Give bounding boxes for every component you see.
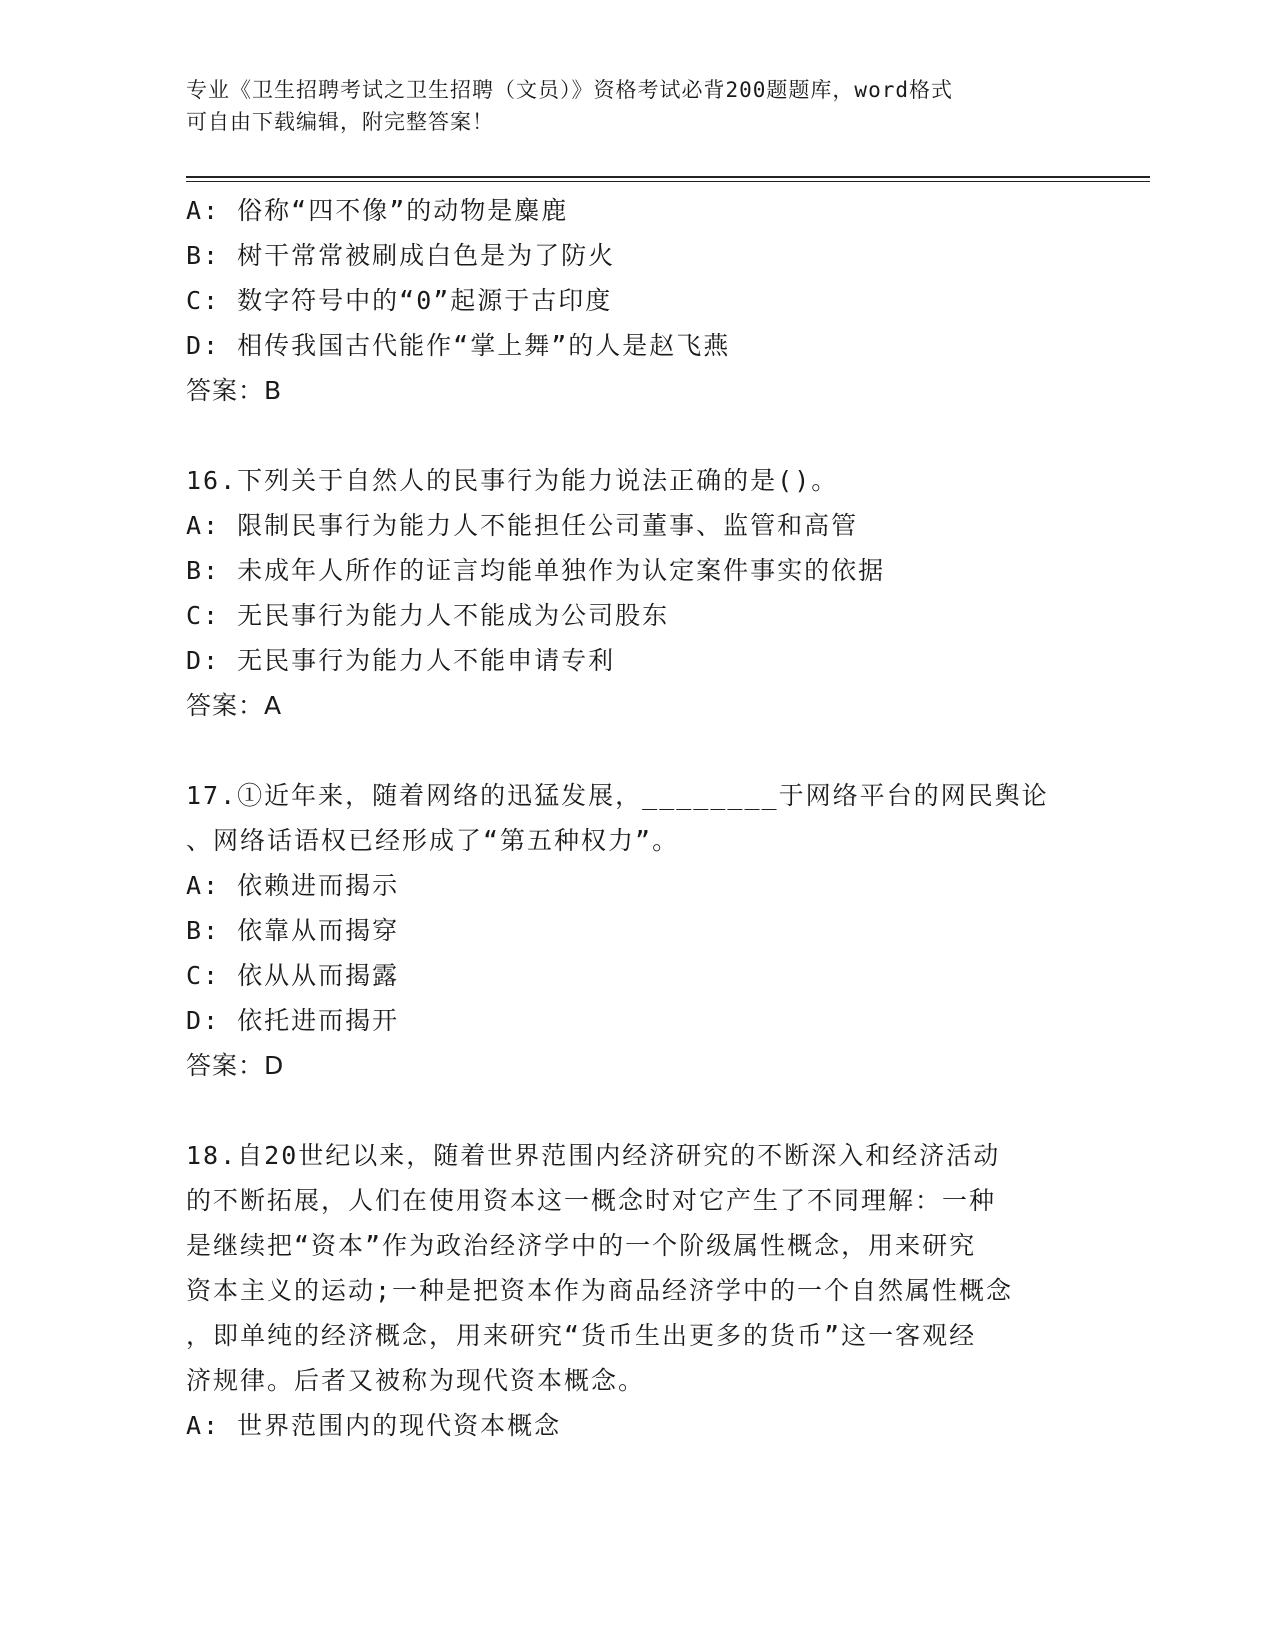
header-rule-thin [186, 181, 1150, 182]
option-d: D: 依托进而揭开 [186, 1006, 400, 1035]
question-text-line-5: ，即单纯的经济概念，用来研究“货币生出更多的货币”这一客观经 [186, 1321, 977, 1350]
option-a: A: 世界范围内的现代资本概念 [186, 1411, 562, 1440]
question-text: 16.下列关于自然人的民事行为能力说法正确的是()。 [186, 466, 839, 495]
option-c: C: 无民事行为能力人不能成为公司股东 [186, 601, 670, 630]
option-d: D: 相传我国古代能作“掌上舞”的人是赵飞燕 [186, 331, 731, 360]
answer-line: 答案：B [186, 376, 283, 405]
spacer [186, 728, 1086, 773]
header-line-2: 可自由下载编辑，附完整答案！ [186, 110, 494, 134]
spacer [186, 1088, 1086, 1133]
header-line-1: 专业《卫生招聘考试之卫生招聘（文员）》资格考试必背200题题库，word格式 [186, 78, 953, 102]
question-18 [186, 1133, 1086, 1448]
header-rule-thick [186, 176, 1150, 178]
question-16 [186, 458, 1086, 728]
question-list [186, 188, 1086, 1448]
option-a: A: 俗称“四不像”的动物是麋鹿 [186, 196, 569, 225]
option-b: B: 依靠从而揭穿 [186, 916, 400, 945]
option-b: B: 未成年人所作的证言均能单独作为认定案件事实的依据 [186, 556, 886, 585]
question-15 [186, 188, 1086, 413]
question-text-line-4: 资本主义的运动;一种是把资本作为商品经济学中的一个自然属性概念 [186, 1276, 1014, 1305]
question-text-line-3: 是继续把“资本”作为政治经济学中的一个阶级属性概念，用来研究 [186, 1231, 977, 1260]
option-c: C: 数字符号中的“0”起源于古印度 [186, 286, 613, 315]
spacer [186, 413, 1086, 458]
option-a: A: 限制民事行为能力人不能担任公司董事、监管和高管 [186, 511, 859, 540]
option-d: D: 无民事行为能力人不能申请专利 [186, 646, 616, 675]
question-text-line-2: 、网络话语权已经形成了“第五种权力”。 [186, 826, 680, 855]
document-header [186, 74, 1086, 138]
question-17 [186, 773, 1086, 1088]
answer-line: 答案：A [186, 691, 283, 720]
option-c: C: 依从从而揭露 [186, 961, 400, 990]
answer-line: 答案：D [186, 1051, 285, 1080]
option-b: B: 树干常常被刷成白色是为了防火 [186, 241, 616, 270]
question-text-line-1: 17.①近年来，随着网络的迅猛发展，________于网络平台的网民舆论 [186, 781, 1049, 810]
question-text-line-1: 18.自20世纪以来，随着世界范围内经济研究的不断深入和经济活动 [186, 1141, 1001, 1170]
option-a: A: 依赖进而揭示 [186, 871, 400, 900]
question-text-line-2: 的不断拓展，人们在使用资本这一概念时对它产生了不同理解：一种 [186, 1186, 997, 1215]
question-text-line-6: 济规律。后者又被称为现代资本概念。 [186, 1366, 646, 1395]
